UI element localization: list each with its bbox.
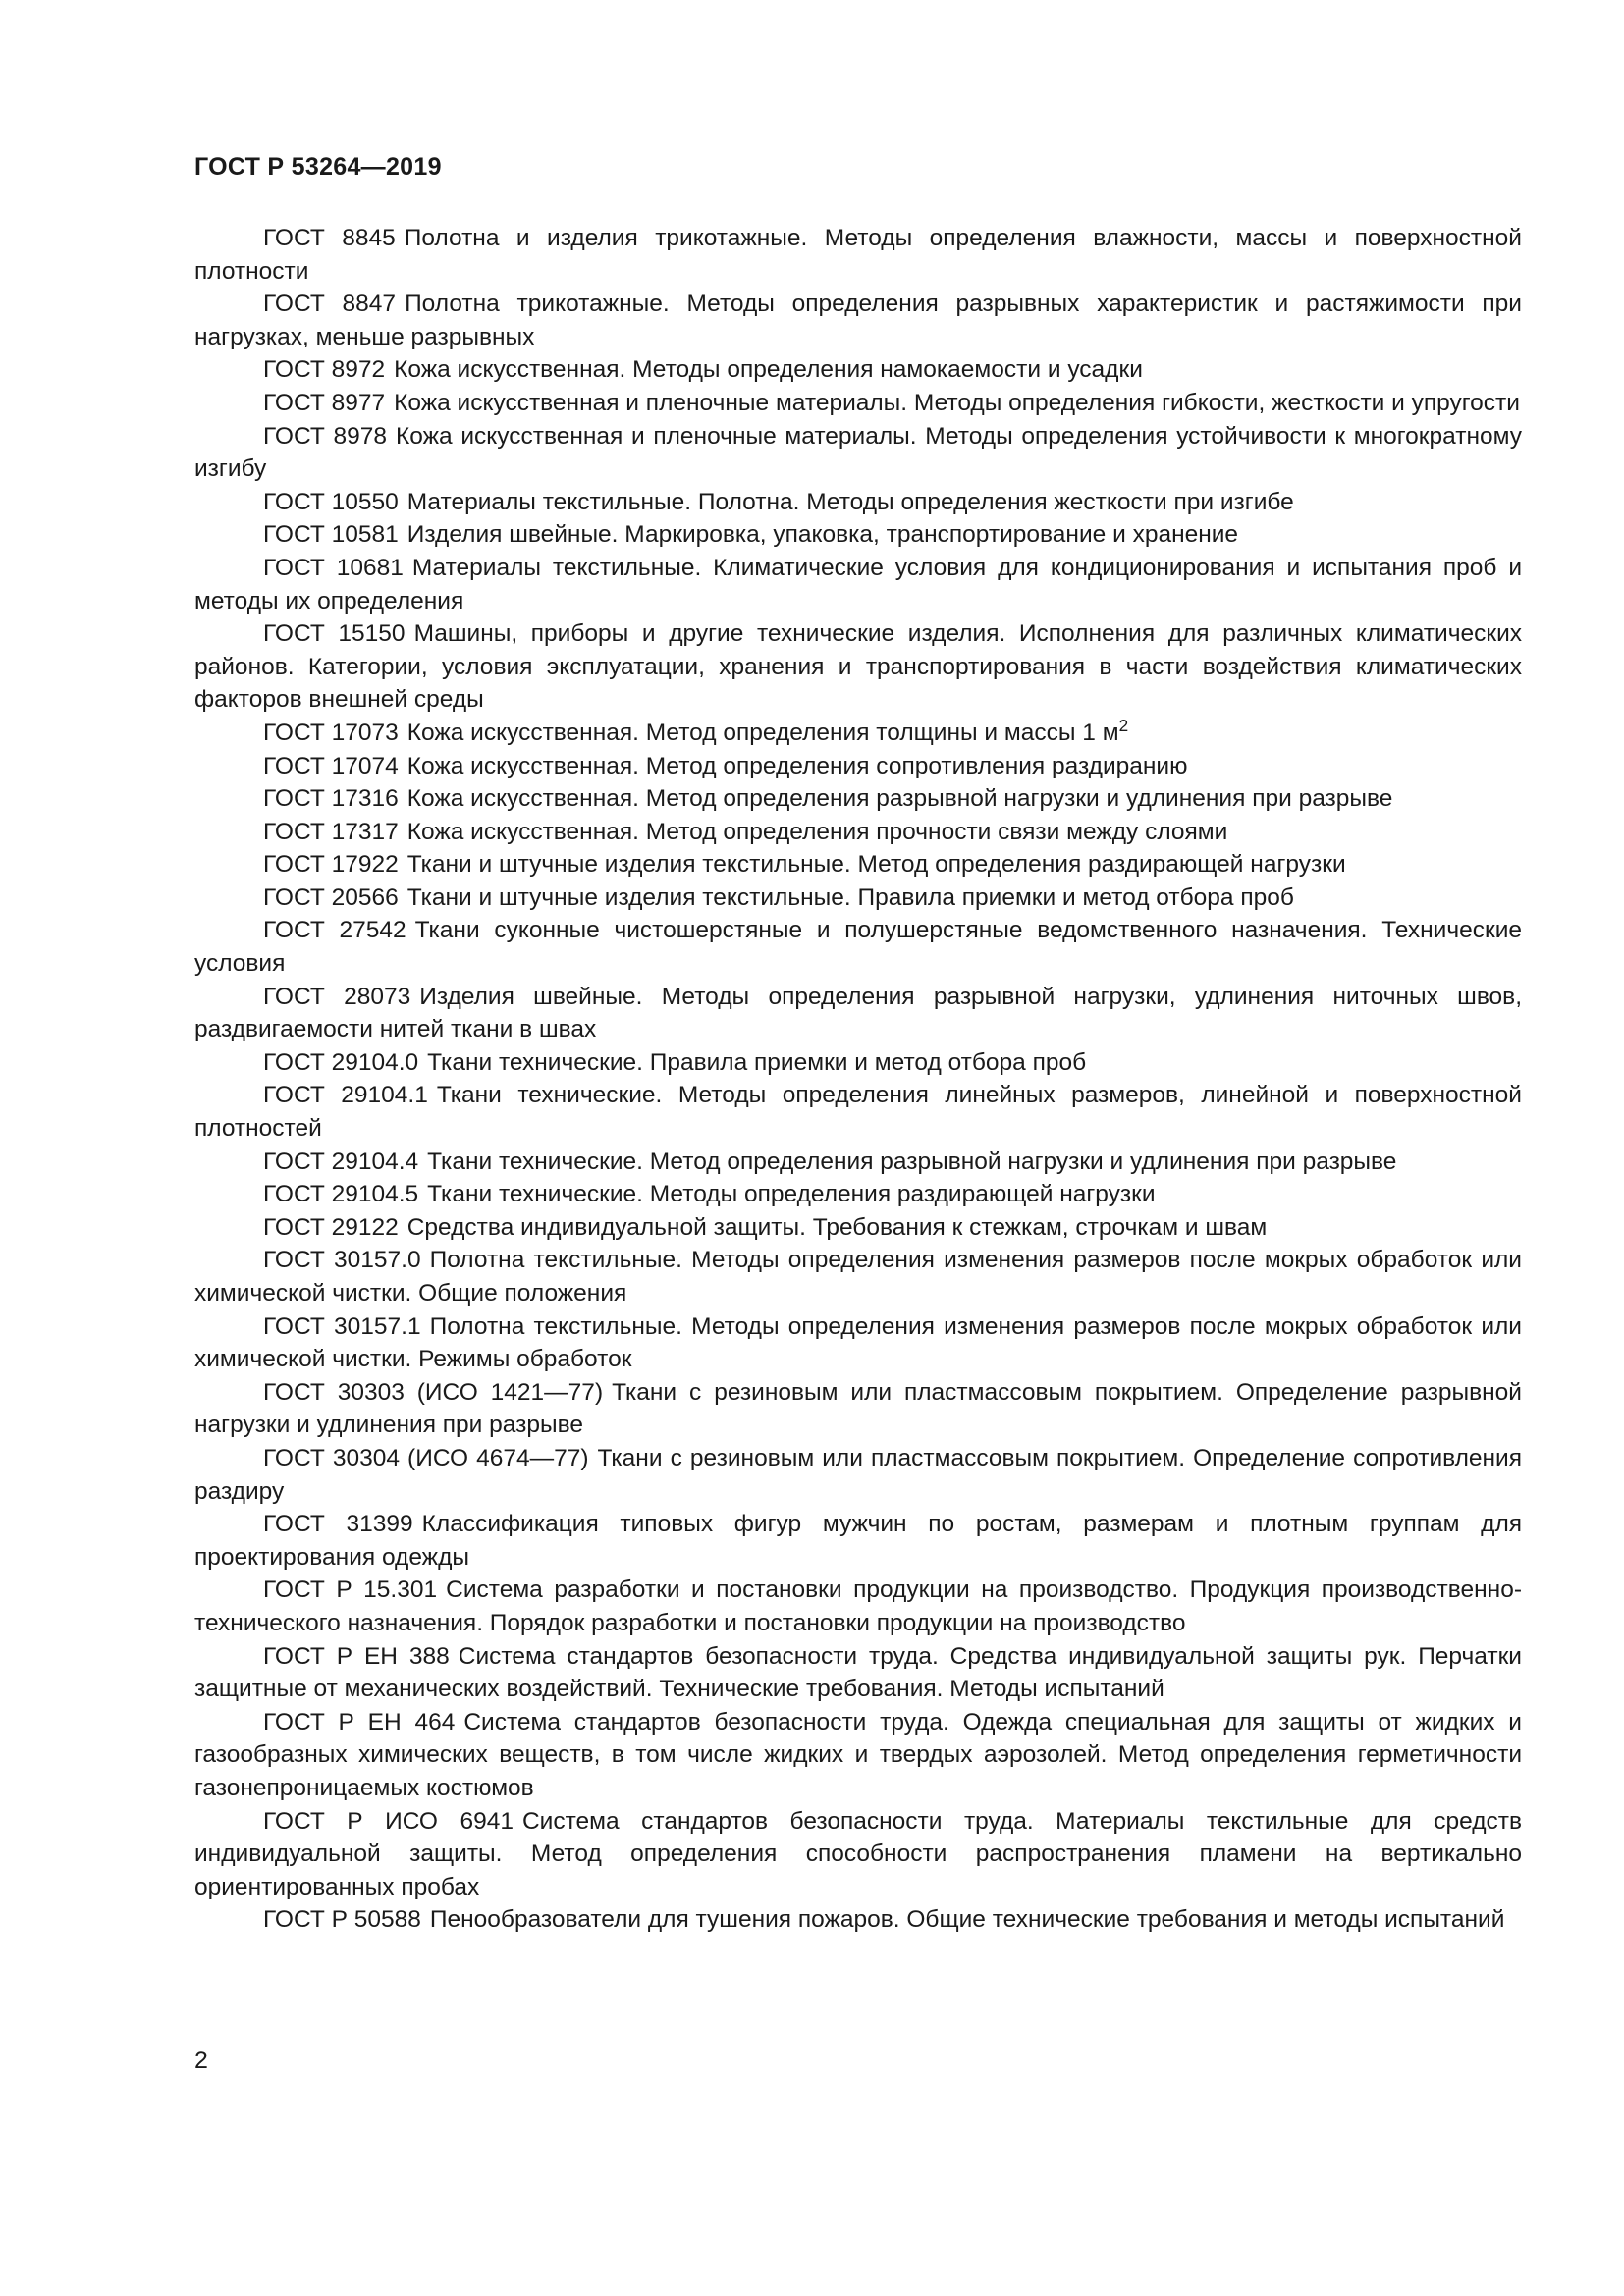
reference-item [194, 288, 1522, 353]
reference-item [194, 617, 1522, 717]
reference-title: Кожа искусственная. Метод определения разрывной нагрузки и удлинения при разрыве [406, 785, 1393, 813]
reference-code: ГОСТ 20566 [263, 883, 399, 911]
reference-code: ГОСТ 8978 [263, 422, 387, 450]
reference-item [194, 518, 1522, 552]
reference-code: ГОСТ 27542 [263, 917, 406, 944]
reference-item [194, 552, 1522, 617]
reference-code: ГОСТ Р 50588 [263, 1906, 421, 1934]
reference-item [194, 1211, 1522, 1245]
reference-title: Полотна трикотажные. Методы определения разрывных характеристик и растяжимости при нагрузках, меньше разрывных [194, 291, 1522, 350]
reference-item [194, 1079, 1522, 1145]
reference-code: ГОСТ 10681 [263, 554, 404, 581]
reference-item [194, 1310, 1522, 1376]
reference-item [194, 717, 1522, 750]
reference-title: Ткани и штучные изделия текстильные. Правила приемки и метод отбора проб [406, 883, 1294, 911]
reference-title: Ткани с резиновым или пластмассовым покрытием. Определение сопротивления раздиру [194, 1444, 1522, 1505]
reference-item [194, 1046, 1522, 1080]
normative-references-list [194, 222, 1522, 1937]
reference-title: Система разработки и постановки продукции на производство. Продукция производственно-технического назначения. Порядок разработки и постановки продукции на производство [194, 1576, 1522, 1636]
reference-item [194, 420, 1522, 486]
reference-title: Кожа искусственная и пленочные материалы. Методы определения гибкости, жесткости и упругости [394, 389, 1520, 416]
reference-item [194, 1640, 1522, 1706]
reference-title: Ткани технические. Правила приемки и метод отбора проб [427, 1048, 1087, 1076]
reference-code: ГОСТ 29104.5 [263, 1181, 419, 1208]
reference-code: ГОСТ Р ИСО 6941 [263, 1807, 514, 1835]
reference-title: Средства индивидуальной защиты. Требования к стежкам, строчкам и швам [406, 1213, 1268, 1241]
reference-item [194, 750, 1522, 783]
reference-title: Машины, приборы и другие технические изделия. Исполнения для различных климатических районов. Категории, условия эксплуатации, хранения и транспортирования в части воздействия климатических факторов внешней среды [194, 620, 1522, 714]
reference-code: ГОСТ 29104.4 [263, 1148, 419, 1175]
reference-title: Полотна текстильные. Методы определения изменения размеров после мокрых обработок или химической чистки. Общие положения [194, 1247, 1522, 1307]
reference-title: Система стандартов безопасности труда. Одежда специальная для защиты от жидких и газообразных химических веществ, в том числе жидких и твердых аэрозолей. Метод определения герметичности газонепроницаемых костюмов [194, 1708, 1522, 1801]
reference-code: ГОСТ 30157.0 [263, 1247, 421, 1274]
reference-code: ГОСТ 10581 [263, 521, 399, 549]
reference-title: Ткани и штучные изделия текстильные. Метод определения раздирающей нагрузки [406, 851, 1346, 879]
reference-code: ГОСТ 17316 [263, 785, 399, 813]
reference-item [194, 881, 1522, 915]
reference-code: ГОСТ 29104.0 [263, 1048, 419, 1076]
reference-item [194, 1442, 1522, 1508]
reference-code: ГОСТ 28073 [263, 983, 411, 1010]
reference-code: ГОСТ Р ЕН 464 [263, 1708, 456, 1735]
reference-item [194, 486, 1522, 519]
reference-code: ГОСТ Р ЕН 388 [263, 1642, 450, 1670]
reference-title: Ткани суконные чистошерстяные и полушерстяные ведомственного назначения. Технические условия [194, 917, 1523, 978]
reference-title: Материалы текстильные. Полотна. Методы определения жесткости при изгибе [406, 488, 1294, 515]
reference-item [194, 222, 1522, 288]
reference-code: ГОСТ 31399 [263, 1511, 413, 1538]
reference-item [194, 981, 1522, 1046]
reference-code: ГОСТ 15150 [263, 620, 406, 648]
reference-code: ГОСТ 29104.1 [263, 1082, 428, 1109]
reference-code: ГОСТ 17074 [263, 752, 399, 779]
reference-code: ГОСТ 29122 [263, 1213, 399, 1241]
reference-code: ГОСТ 8845 [263, 225, 396, 251]
reference-item [194, 1178, 1522, 1211]
reference-title: Изделия швейные. Маркировка, упаковка, транспортирование и хранение [406, 521, 1239, 549]
reference-code: ГОСТ 30304 (ИСО 4674—77) [263, 1444, 589, 1471]
reference-title: Пенообразователи для тушения пожаров. Общие технические требования и методы испытаний [429, 1906, 1505, 1934]
reference-code: ГОСТ 17922 [263, 851, 399, 879]
reference-item [194, 1706, 1522, 1805]
reference-code: ГОСТ 8977 [263, 389, 386, 416]
reference-item [194, 914, 1522, 980]
reference-item [194, 1146, 1522, 1179]
reference-item [194, 1508, 1522, 1574]
reference-title: Полотна текстильные. Методы определения изменения размеров после мокрых обработок или химической чистки. Режимы обработок [194, 1312, 1522, 1373]
reference-code: ГОСТ 8847 [263, 291, 397, 318]
reference-code: ГОСТ 30303 (ИСО 1421—77) [263, 1378, 604, 1406]
reference-superscript: 2 [1118, 715, 1129, 735]
reference-title: Ткани с резиновым или пластмассовым покрытием. Определение разрывной нагрузки и удлинения при разрыве [194, 1378, 1522, 1439]
reference-code: ГОСТ Р 15.301 [263, 1576, 438, 1604]
reference-title: Материалы текстильные. Климатические условия для кондиционирования и испытания проб и методы их определения [194, 554, 1523, 614]
reference-title: Кожа искусственная. Методы определения намокаемости и усадки [394, 356, 1143, 384]
reference-title: Изделия швейные. Методы определения разрывной нагрузки, удлинения ниточных швов, раздвигаемости нитей ткани в швах [194, 983, 1523, 1043]
page-number: 2 [194, 2047, 208, 2074]
reference-title: Ткани технические. Метод определения разрывной нагрузки и удлинения при разрыве [427, 1148, 1397, 1175]
reference-title: Кожа искусственная. Метод определения прочности связи между слоями [406, 818, 1228, 845]
reference-item [194, 1903, 1522, 1937]
reference-title: Ткани технические. Методы определения раздирающей нагрузки [427, 1181, 1156, 1208]
reference-title: Кожа искусственная. Метод определения толщины и массы 1 м [406, 719, 1119, 746]
reference-title: Классификация типовых фигур мужчин по ростам, размерам и плотным группам для проектирования одежды [194, 1511, 1523, 1571]
reference-title: Система стандартов безопасности труда. Материалы текстильные для средств индивидуальной защиты. Метод определения способности распространения пламени на вертикально ориентированных пробах [194, 1807, 1522, 1900]
reference-title: Кожа искусственная и пленочные материалы. Методы определения устойчивости к многократному изгибу [194, 422, 1522, 483]
reference-title: Кожа искусственная. Метод определения сопротивления раздиранию [406, 752, 1188, 779]
reference-code: ГОСТ 17073 [263, 719, 399, 746]
reference-item [194, 816, 1522, 849]
reference-item [194, 782, 1522, 816]
standard-header: ГОСТ Р 53264—2019 [194, 153, 442, 181]
reference-title: Полотна и изделия трикотажные. Методы определения влажности, массы и поверхностной плотности [194, 225, 1522, 285]
reference-item [194, 848, 1522, 881]
reference-code: ГОСТ 17317 [263, 818, 399, 845]
reference-item [194, 387, 1522, 420]
reference-title: Ткани технические. Методы определения линейных размеров, линейной и поверхностной плотностей [194, 1082, 1522, 1143]
reference-item [194, 1244, 1522, 1309]
reference-code: ГОСТ 8972 [263, 356, 386, 384]
reference-code: ГОСТ 30157.1 [263, 1312, 421, 1340]
reference-item [194, 1574, 1522, 1639]
reference-item [194, 1805, 1522, 1904]
reference-code: ГОСТ 10550 [263, 488, 399, 515]
reference-title: Система стандартов безопасности труда. Средства индивидуальной защиты рук. Перчатки защитные от механических воздействий. Технические требования. Методы испытаний [194, 1642, 1522, 1703]
reference-item [194, 353, 1522, 387]
reference-item [194, 1376, 1522, 1442]
